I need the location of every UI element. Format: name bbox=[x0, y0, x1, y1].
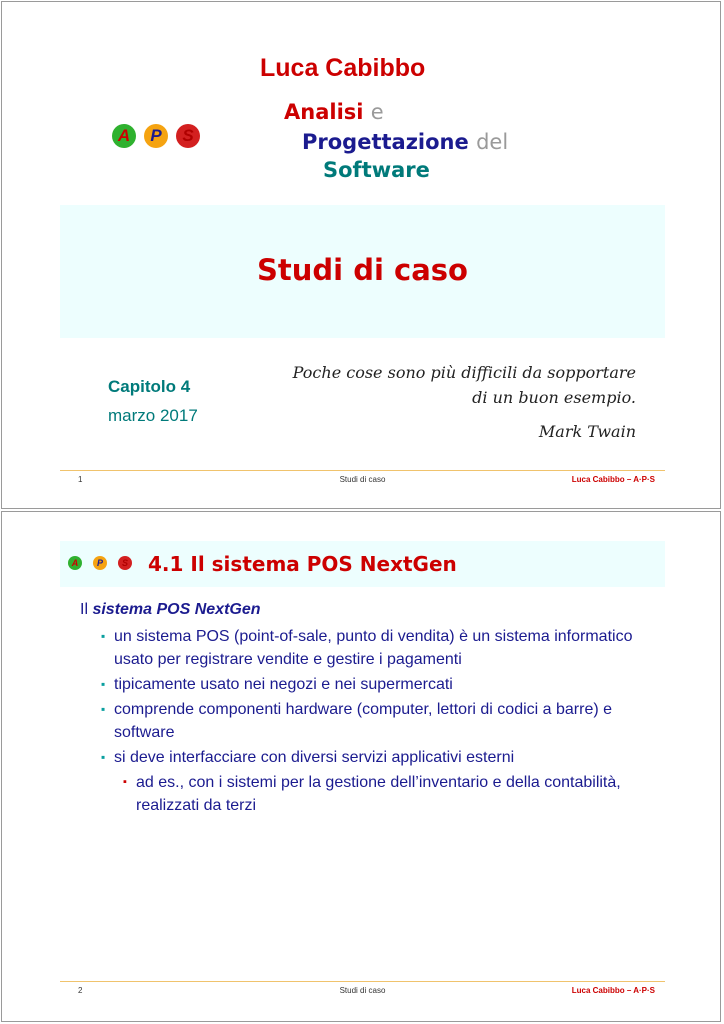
page-number: 1 bbox=[78, 475, 83, 484]
footer-title: Studi di caso bbox=[339, 986, 386, 995]
subtitle-word-progettazione: Progettazione bbox=[302, 130, 469, 154]
bullet-item: ▪ un sistema POS (point-of-sale, punto di vendita) è un sistema informatico usato per registrare vendite e gestire i pagamenti bbox=[80, 625, 650, 671]
bullet-item: ▪ comprende componenti hardware (computer, lettori di codici a barre) e software bbox=[80, 698, 650, 744]
footer-title: Studi di caso bbox=[339, 475, 386, 484]
quote-line-2: di un buon esempio. bbox=[472, 388, 636, 407]
subtitle-word-software: Software bbox=[323, 158, 430, 182]
author-title: Luca Cabibbo bbox=[260, 54, 426, 82]
logo-s-circle: S bbox=[176, 124, 200, 148]
subtitle-line-1 bbox=[284, 100, 384, 124]
quote-text bbox=[293, 360, 636, 410]
lead-emphasis: sistema POS NextGen bbox=[92, 601, 261, 618]
bullet-item: ▪ tipicamente usato nei negozi e nei supermercati bbox=[80, 673, 650, 696]
logo-s-circle: S bbox=[118, 556, 132, 570]
footer-author: Luca Cabibbo – A·P·S bbox=[571, 475, 655, 484]
logo-a-circle: A bbox=[68, 556, 82, 570]
footer-author: Luca Cabibbo – A·P·S bbox=[571, 986, 655, 995]
subtitle-word-e: e bbox=[370, 100, 384, 124]
lead-text bbox=[80, 598, 650, 621]
aps-logo-small bbox=[68, 556, 132, 570]
quote-line-1: Poche cose sono più difficili da sopportare bbox=[292, 363, 636, 382]
bullet-item: ▪ si deve interfacciare con diversi servizi applicativi esterni bbox=[80, 746, 650, 769]
slide-title: Studi di caso bbox=[257, 253, 468, 287]
quote-author: Mark Twain bbox=[538, 422, 636, 441]
logo-p-circle: P bbox=[144, 124, 168, 148]
date-label: marzo 2017 bbox=[108, 406, 198, 425]
sub-bullet-item: ▪ ad es., con i sistemi per la gestione dell’inventario e della contabilità, realizzati da terzi bbox=[80, 771, 650, 817]
slide-footer bbox=[60, 470, 665, 485]
subtitle-line-3 bbox=[323, 158, 430, 182]
section-title: 4.1 Il sistema POS NextGen bbox=[148, 552, 457, 576]
subtitle-line-2 bbox=[302, 130, 508, 154]
chapter-label: Capitolo 4 bbox=[108, 377, 191, 396]
page-number: 2 bbox=[78, 986, 83, 995]
logo-p-circle: P bbox=[93, 556, 107, 570]
subtitle-word-analisi: Analisi bbox=[284, 100, 364, 124]
slide-1 bbox=[1, 1, 721, 509]
lead-prefix: Il bbox=[80, 601, 88, 618]
slide-2 bbox=[1, 511, 721, 1022]
slide-content bbox=[80, 598, 650, 819]
logo-a-circle: A bbox=[112, 124, 136, 148]
subtitle-word-del: del bbox=[476, 130, 509, 154]
title-band bbox=[60, 205, 665, 338]
slide-footer bbox=[60, 981, 665, 996]
aps-logo bbox=[112, 124, 200, 148]
